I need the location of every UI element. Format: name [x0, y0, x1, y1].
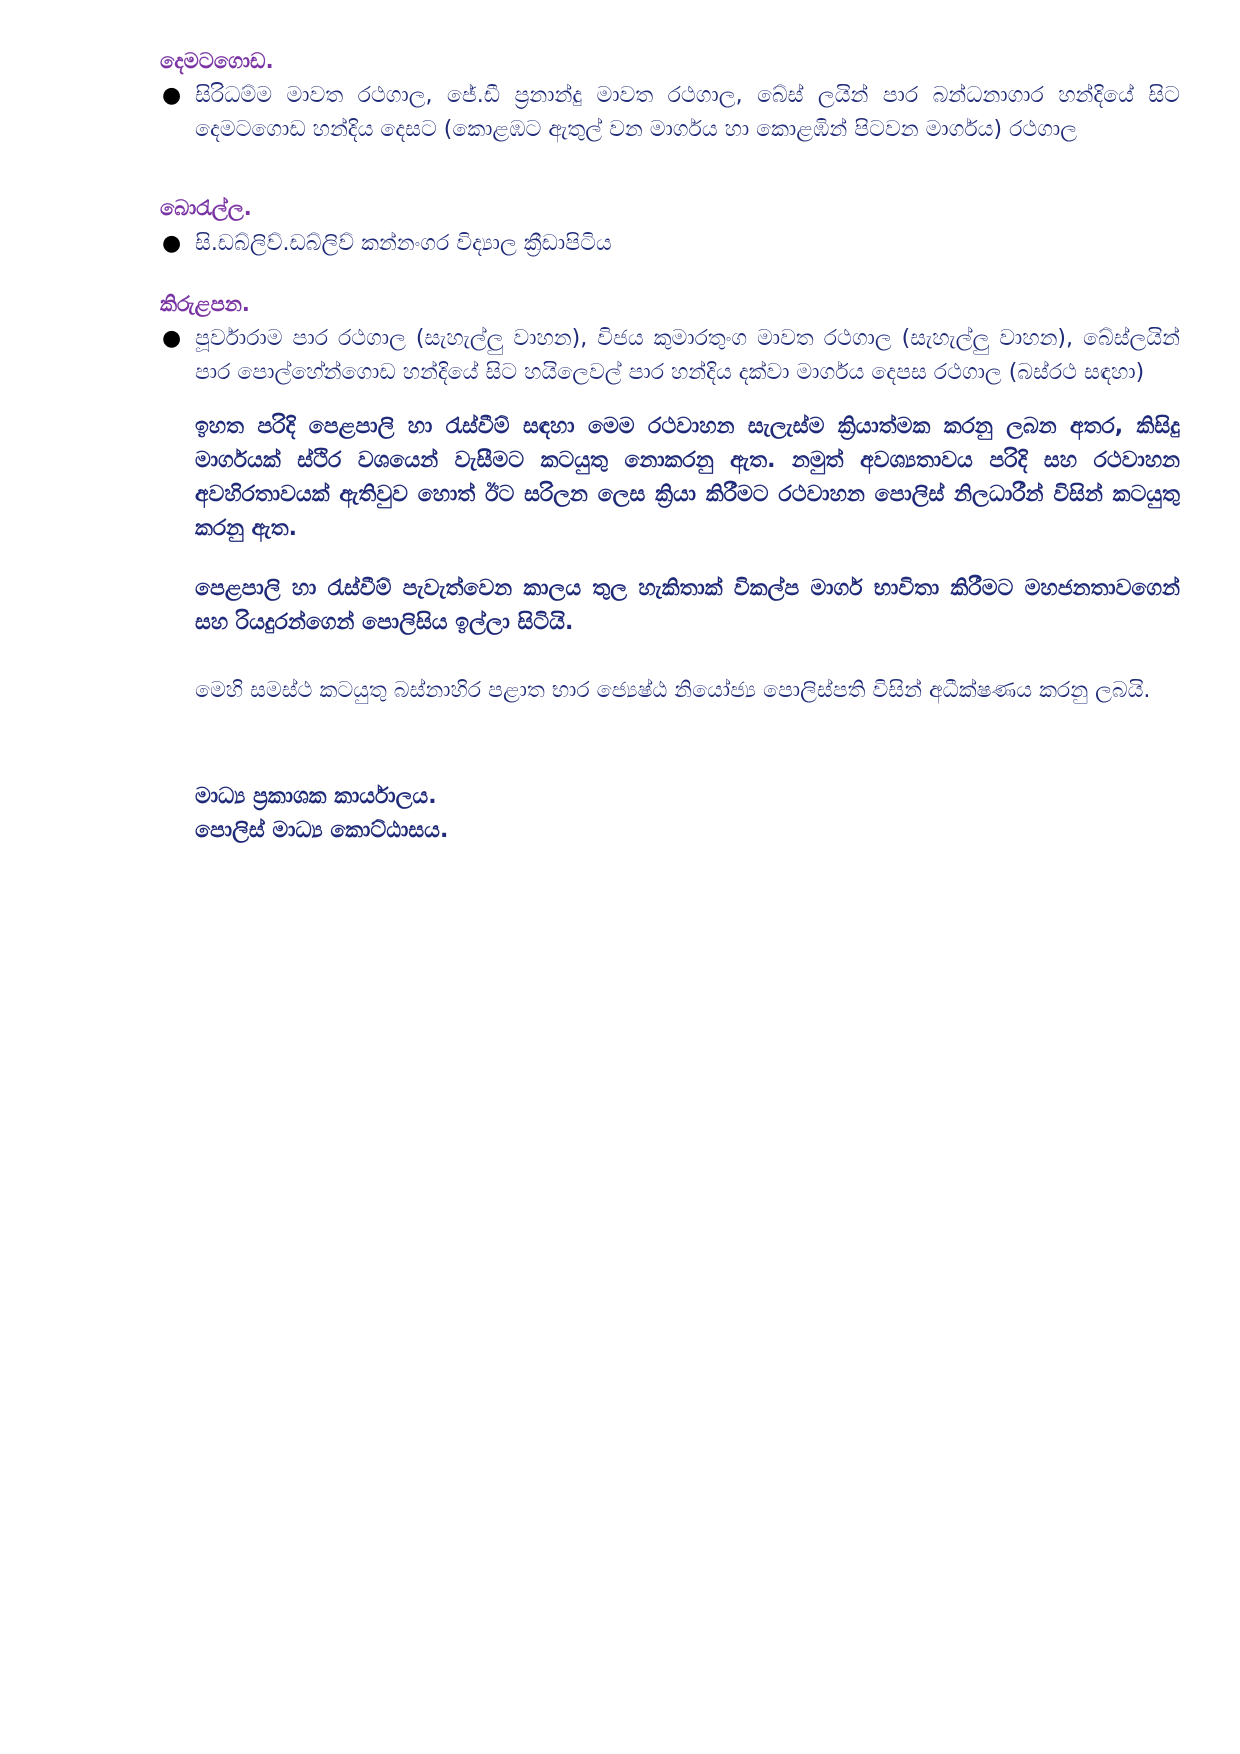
bullet-list	[160, 227, 1180, 261]
public-request-paragraph: පෙළපාලි හා රැස්වීම් පැවැත්වෙන කාලය තුල හැකිතාක් විකල්ප මාර්ග භාවිතා කිරීමට මහජනතාවගෙන් සහ රියදුරන්ගෙන් පොලිසිය ඉල්ලා සිටියි.	[195, 575, 1180, 635]
section-borella	[160, 195, 1180, 260]
section-heading: බොරැල්ල.	[160, 196, 252, 221]
list-item-text: සිරිධම්ම මාවත රථගාල, ජේ.ඩී ප්‍රනාන්දු මාවත රථගාල, බේස් ලයින් පාර බන්ධනාගාර හන්දියේ සිට දෙමටගොඩ හන්දිය දෙසට (කොළඹට ඇතුල් වන මාර්ගය හා කොළඹින් පිටවන මාර්ගය) රථගාල	[195, 83, 1180, 143]
traffic-plan-paragraph: ඉහත පරිදි පෙළපාලි හා රැස්වීම් සඳහා මෙම රථවාහන සැලැස්ම ක්‍රියාත්මක කරනු ලබන අතර, කිසිදු මාර්ගයක් ස්ථිර වශයෙන් වැසීමට කටයුතු නොකරනු ඇත. නමුත් අවශ්‍යතාවය පරිදි සහ රථවාහන අවහිරතාවයක් ඇතිවුව හොත් ඊට සරිලන ලෙස ක්‍රියා කිරීමට රථවාහන පොලිස් නිලධාරීන් විසින් කටයුතු කරනු ඇත.	[195, 413, 1180, 541]
supervision-paragraph: මෙහි සමස්ථ කටයුතු බස්නාහිර පළාත භාර ජ්‍යෙෂ්ඨ නියෝජ්‍ය පොලිස්පති විසින් අධීක්ෂණය කරනු ලබයි.	[195, 677, 1151, 703]
list-item-text: පූර්වාරාම පාර රථගාල (සැහැල්ලු වාහන), විජය කුමාරතුංග මාවත රථගාල (සැහැල්ලු වාහන), බේස්ලයින් පාර පොල්හේන්ගොඩ හන්දියේ සිට හයිලෙවල් පාර හන්දිය දක්වා මාර්ගය දෙපස රථගාල (බස්රථ සඳහා)	[195, 325, 1180, 385]
list-item-text: සි.ඩබ්ලිව්.ඩබ්ලිව් කන්නංගර විද්‍යාල ක්‍රීඩාපිටිය	[195, 230, 612, 256]
list-item	[160, 322, 1180, 390]
bullet-icon: ●	[162, 230, 182, 256]
bullet-list	[160, 79, 1180, 147]
bullet-icon: ●	[162, 325, 182, 351]
signoff	[195, 780, 1180, 848]
signoff-division: පොලිස් මාධ්‍ය කොට්ඨාසය.	[195, 817, 449, 843]
section-heading: දෙමටගොඩ.	[160, 49, 274, 73]
signoff-office: මාධ්‍ය ප්‍රකාශක කාර්යාලය.	[195, 783, 437, 809]
bullet-icon: ●	[162, 83, 182, 109]
section-dematagoda	[160, 48, 1180, 147]
section-heading: කිරුළපන.	[160, 291, 250, 316]
list-item	[160, 79, 1180, 147]
bullet-list	[160, 322, 1180, 390]
section-kirulapana	[160, 291, 1180, 390]
document-content	[160, 48, 1180, 848]
list-item	[160, 227, 1180, 261]
